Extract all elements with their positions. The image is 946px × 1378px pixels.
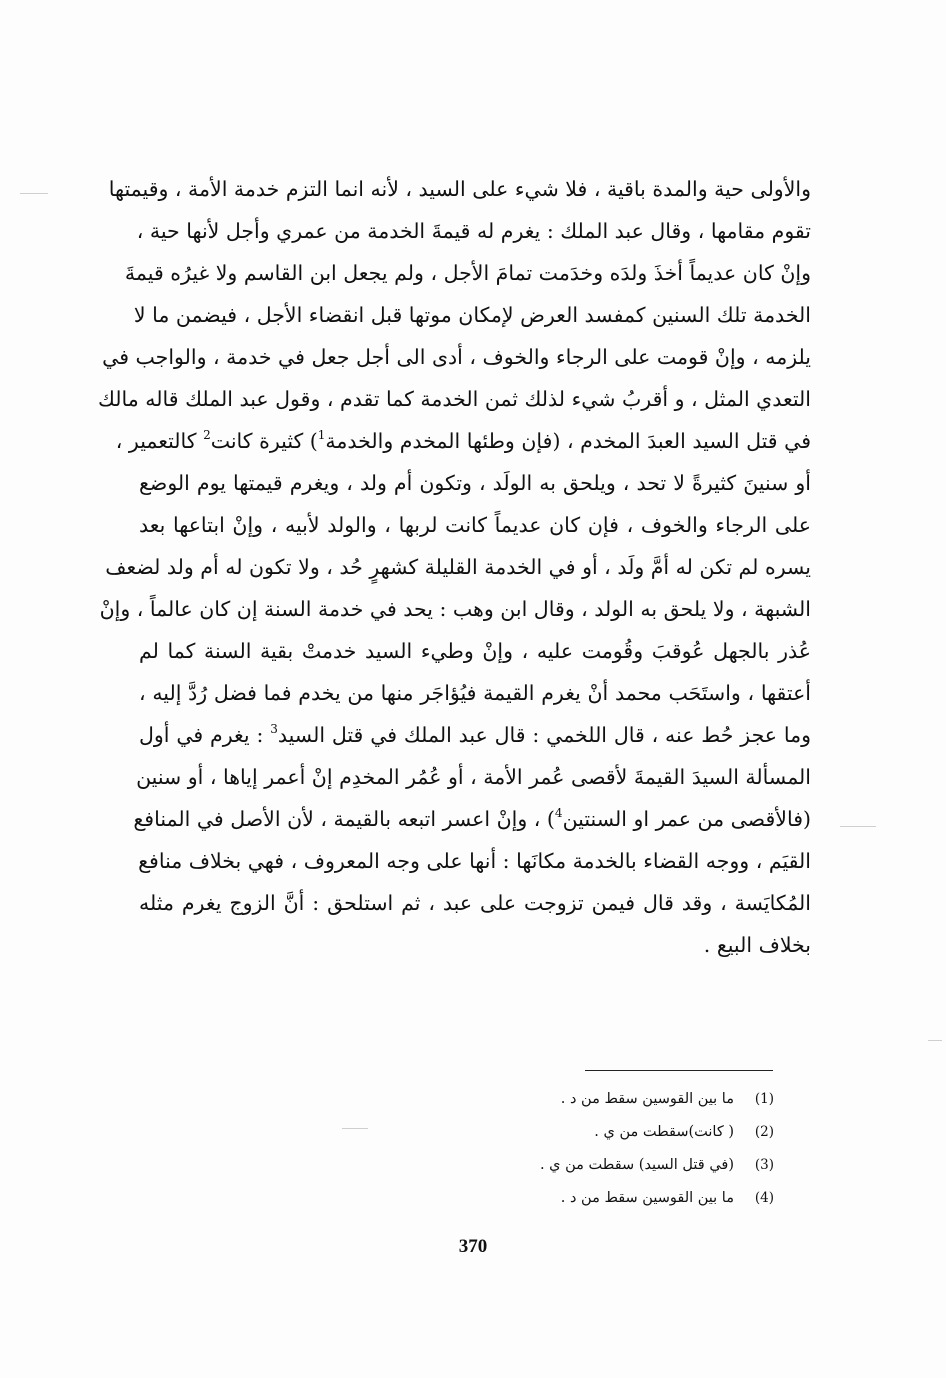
text-line [115, 420, 811, 462]
footnote-number: (2) [754, 1123, 774, 1140]
text-segment: يسره لم تكن له أمَّ ولَد ، أو في الخدمة القليلة كشهرٍ حُد ، ولا تكون له أم ولد لضعف [105, 555, 811, 579]
text-segment: أو سنينَ كثيرةً لا تحد ، ويلحق به الولَد ، وتكون أم ولد ، ويغرم قيمتها يوم الوضع [139, 471, 811, 495]
text-segment: عُذر بالجهل عُوقبَ وقُومت عليه ، وإنْ وطيء السيد خدمتْ بقية السنة كما لم [139, 639, 811, 663]
text-line [105, 546, 811, 588]
text-line [108, 168, 811, 210]
text-line [133, 798, 811, 840]
text-segment: ) كثيرة كانت [210, 429, 318, 453]
footnote-reference: 4 [554, 806, 563, 820]
page-number: 370 [458, 1236, 488, 1257]
footnote-item [354, 1082, 774, 1115]
text-line [139, 504, 811, 546]
text-segment: الشبهة ، ولا يلحق به الولد ، وقال ابن وهب : يحد في خدمة السنة إن كان عالماً ، وإنْ [99, 597, 811, 621]
footnote-item [354, 1181, 774, 1214]
footnote-number: (3) [754, 1156, 774, 1173]
footnote-number: (1) [754, 1090, 774, 1107]
text-line [139, 672, 811, 714]
scan-artifact [20, 193, 48, 194]
text-line [99, 588, 811, 630]
text-line [139, 882, 811, 924]
text-segment: (فالأقصى من عمر او السنتين [562, 807, 811, 831]
footnote-number: (4) [754, 1189, 774, 1206]
text-line [139, 630, 811, 672]
footnote-text: (في قتل السيد) سقطت من ي . [539, 1156, 734, 1173]
footnote-reference: 2 [203, 428, 211, 442]
text-segment: على الرجاء والخوف ، فإن كان عديماً كانت لربها ، والولد لأبيه ، وإنْ ابتاعها بعد [139, 513, 811, 537]
main-text [98, 168, 811, 966]
text-segment: تقوم مقامها ، وقال عبد الملك : يغرم له قيمةَ الخدمة من عمري وأجل لأنها حية ، [136, 219, 811, 243]
footnote-text: ما بين القوسين سقط من د . [560, 1189, 734, 1206]
text-segment: في قتل السيد العبدَ المخدم ، (فإن وطئها المخدم والخدمة [325, 429, 811, 453]
footnotes [354, 1082, 774, 1214]
text-segment: بخلاف البيع . [703, 933, 811, 957]
text-line [124, 252, 811, 294]
text-line [139, 840, 811, 882]
text-segment: التعدي المثل ، و أقربُ شيء لذلك ثمن الخدمة كما تقدم ، وقول عبد الملك قاله مالك [98, 387, 811, 411]
text-line [136, 210, 811, 252]
scan-artifact [928, 1040, 942, 1041]
text-line [98, 378, 811, 420]
footnote-reference: 3 [270, 722, 278, 736]
text-line [139, 462, 811, 504]
text-segment: كالتعمير ، [115, 429, 204, 453]
text-segment: : يغرم في أول [139, 723, 271, 747]
text-segment: أعتقها ، واستَحَب محمد أنْ يغرم القيمة فيُؤاجَر منها من يخدم فما فضل رُدَّ إليه ، [139, 681, 811, 705]
text-line [139, 714, 811, 756]
text-segment: ) ، وإنْ اعسر اتبعه بالقيمة ، لأن الأصل في المنافع [133, 807, 555, 831]
text-segment: المسألة السيدَ القيمةَ لأقصى عُمر الأمة ، أو عُمُر المخدِم إنْ أعمر إياها ، أو سنين [136, 765, 811, 789]
text-segment: وما عجز حُط عنه ، قال اللخمي : قال عبد الملك في قتل السيد [277, 723, 811, 747]
text-line [133, 294, 811, 336]
text-segment: يلزمه ، وإنْ قومت على الرجاء والخوف ، أدى الى أجل جعل في خدمة ، والواجب في [102, 345, 811, 369]
scan-artifact [840, 826, 876, 827]
text-segment: الخدمة تلك السنين كمفسد العرض لإمكان موتها قبل انقضاء الأجل ، فيضمن ما لا [133, 303, 811, 327]
text-line [136, 756, 811, 798]
text-line [102, 336, 811, 378]
footnote-item [354, 1148, 774, 1181]
text-segment: القيَم ، ووجه القضاء بالخدمة مكانَها : أنها على وجه المعروف ، فهي بخلاف منافع [138, 849, 811, 873]
footnote-text: ما بين القوسين سقط من د . [560, 1090, 734, 1107]
text-line [139, 924, 811, 966]
footnote-reference: 1 [317, 428, 326, 442]
footnote-divider [585, 1070, 773, 1071]
text-segment: وإنْ كان عديماً أخذَ ولدَه وخدَمت تمامَ الأجل ، ولم يجعل ابن القاسم ولا غيرُه قيمةَ [124, 261, 811, 285]
footnote-item [354, 1115, 774, 1148]
footnote-text: ( كانت)سقطت من ي . [594, 1123, 734, 1140]
text-segment: والأولى حية والمدة باقية ، فلا شيء على السيد ، لأنه انما التزم خدمة الأمة ، وقيمتها [108, 177, 811, 201]
text-segment: المُكايَسة ، وقد قال فيمن تزوجت على عبد ، ثم استلحق : أنَّ الزوج يغرم مثله [139, 891, 811, 915]
